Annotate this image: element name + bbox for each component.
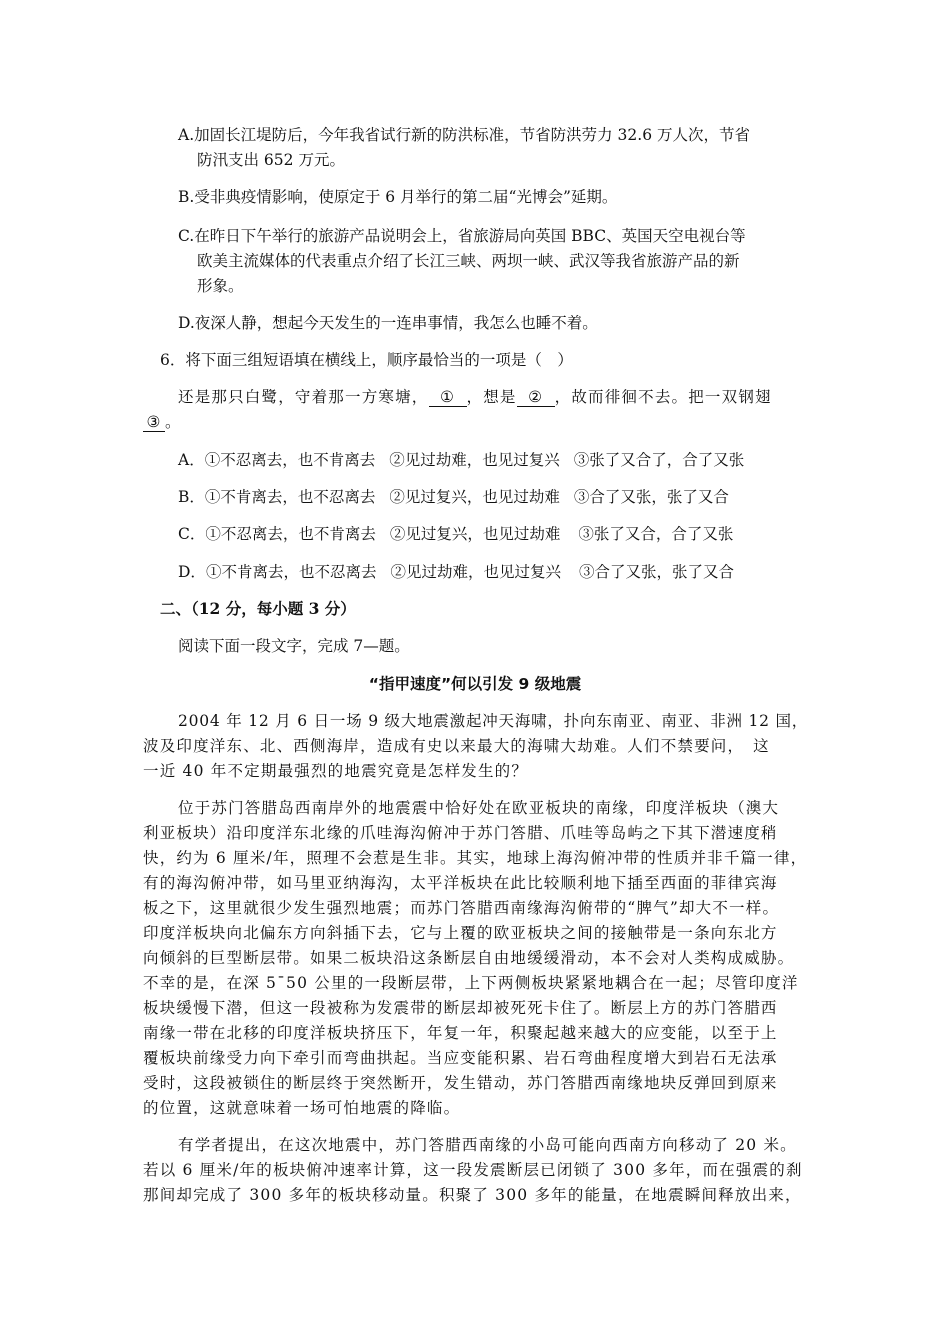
- q6-option-b: B．①不肯离去，也不忍离去 ②见过复兴，也见过劫难 ③合了又张，张了又合: [178, 488, 729, 506]
- q6-passage: [178, 386, 772, 408]
- article-p2-line7: 向倾斜的巨型断层带。如果二板块沿这条断层自由地缓缓滑动，本不会对人类构成威胁。: [143, 949, 795, 967]
- section-2-instruction: 阅读下面一段文字，完成 7—题。: [178, 637, 410, 655]
- q5-option-c-line1: C.在昨日下午举行的旅游产品说明会上，省旅游局向英国 BBC、英国天空电视台等: [178, 227, 746, 245]
- q5-option-d: D.夜深人静，想起今天发生的一连串事情，我怎么也睡不着。: [178, 314, 598, 332]
- q6-blank-1: ①: [429, 388, 467, 407]
- q6-passage-part2: ，想是: [466, 388, 517, 406]
- article-p2-line6: 印度洋板块向北偏东方向斜插下去，它与上覆的欧亚板块之间的接触带是一条向东北方: [143, 924, 778, 942]
- article-p2-line8: 不幸的是，在深 5¯50 公里的一段断层带，上下两侧板块紧紧地耦合在一起；尽管印度洋: [143, 974, 799, 992]
- article-p3-line3: 那间却完成了 300 多年的板块移动量。积聚了 300 多年的能量，在地震瞬间释放出来，: [143, 1186, 802, 1204]
- article-p2-line13: 的位置，这就意味着一场可怕地震的降临。: [143, 1099, 461, 1117]
- q6-passage-part1: 还是那只白鹭，守着那一方寒塘，: [178, 388, 429, 406]
- article-p1-line2: 波及印度洋东、北、西侧海岸，造成有史以来最大的海啸大劫难。人们不禁要问， 这: [143, 737, 770, 755]
- q5-option-b: B.受非典疫情影响，使原定于 6 月举行的第二届“光博会”延期。: [178, 188, 618, 206]
- article-p2-line11: 覆板块前缘受力向下牵引而弯曲拱起。当应变能积累、岩石弯曲程度增大到岩石无法承: [143, 1049, 778, 1067]
- q5-option-c-line3: 形象。: [197, 277, 244, 295]
- article-p1-line1: 2004 年 12 月 6 日一场 9 级大地震激起冲天海啸，扑向东南亚、南亚、非洲 12 国，: [178, 712, 809, 730]
- q5-option-a-line1: A.加固长江堤防后，今年我省试行新的防洪标准，节省防洪劳力 32.6 万人次，节省: [178, 126, 750, 144]
- q6-blank-3: ③: [143, 413, 165, 432]
- article-p1-line3: 一近 40 年不定期最强烈的地震究竟是怎样发生的？: [143, 762, 529, 780]
- article-title: “指甲速度”何以引发 9 级地震: [368, 675, 582, 693]
- q6-passage-cont: [143, 411, 182, 433]
- article-p2-line12: 受时，这段被锁住的断层终于突然断开，发生错动，苏门答腊西南缘地块反弹回到原来: [143, 1074, 778, 1092]
- section-2-heading: 二、（12 分，每小题 3 分）: [160, 599, 356, 618]
- article-p3-line1: 有学者提出，在这次地震中，苏门答腊西南缘的小岛可能向西南方向移动了 20 米。: [178, 1136, 797, 1154]
- article-p2-line3: 快，约为 6 厘米/年，照理不会惹是生非。其实，地球上海沟俯冲带的性质并非千篇一律，: [143, 849, 808, 867]
- q6-option-c: C．①不忍离去，也不肯离去 ②见过复兴，也见过劫难 ③张了又合，合了又张: [178, 525, 734, 543]
- q5-option-a-line2: 防汛支出 652 万元。: [197, 151, 345, 169]
- q5-option-c-line2: 欧美主流媒体的代表重点介绍了长江三峡、两坝一峡、武汉等我省旅游产品的新: [197, 252, 740, 270]
- q6-passage-part3: ，故而徘徊不去。把一双钢翅: [554, 388, 772, 406]
- q6-passage-part4: 。: [165, 413, 182, 431]
- article-p2-line10: 南缘一带在北移的印度洋板块挤压下，年复一年，积聚起越来越大的应变能，以至于上: [143, 1024, 778, 1042]
- article-p2-line4: 有的海沟俯冲带，如马里亚纳海沟，太平洋板块在此比较顺利地下插至西面的菲律宾海: [143, 874, 778, 892]
- q6-option-a: A．①不忍离去，也不肯离去 ②见过劫难，也见过复兴 ③张了又合了，合了又张: [178, 451, 745, 469]
- article-p3-line2: 若以 6 厘米/年的板块俯冲速率计算，这一段发震断层已闭锁了 300 多年，而在强震的刹: [143, 1161, 803, 1179]
- article-p2-line9: 板块缓慢下潜，但这一段被称为发震带的断层却被死死卡住了。断层上方的苏门答腊西: [143, 999, 778, 1017]
- article-p2-line1: 位于苏门答腊岛西南岸外的地震震中恰好处在欧亚板块的南缘，印度洋板块（澳大: [178, 799, 780, 817]
- article-p2-line2: 利亚板块）沿印度洋东北缘的爪哇海沟俯冲于苏门答腊、爪哇等岛屿之下其下潜速度稍: [143, 824, 778, 842]
- article-p2-line5: 板之下，这里就很少发生强烈地震；而苏门答腊西南缘海沟俯带的“脾气”却大不一样。: [143, 899, 780, 917]
- q6-stem: 6．将下面三组短语填在横线上，顺序最恰当的一项是（ ）: [160, 351, 573, 369]
- q6-blank-2: ②: [517, 388, 555, 407]
- q6-option-d: D．①不肯离去，也不忍离去 ②见过劫难，也见过复兴 ③合了又张，张了又合: [178, 563, 734, 581]
